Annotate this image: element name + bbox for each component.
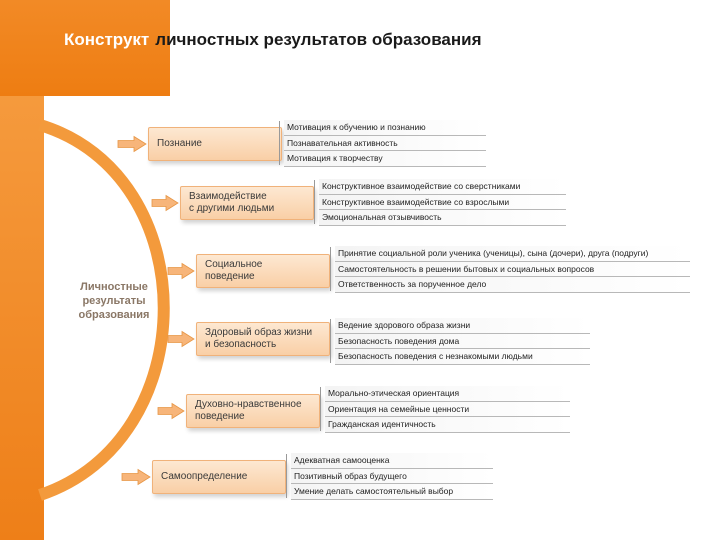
category-box-interaction [180,186,314,220]
connector-arrow [152,196,178,211]
list-item: Ориентация на семейные ценности [325,402,570,418]
category-label: Социальное [205,259,263,270]
category-label: поведение [195,411,245,422]
category-label: Духовно-нравственное [195,399,302,410]
category-box-social-behavior [196,254,330,288]
list-item: Эмоциональная отзывчивость [319,210,566,226]
list-item: Принятие социальной роли ученика (ученицы), сына (дочери), друга (подруги) [335,246,690,262]
items-list-social-behavior [335,246,690,293]
connector-arrow [122,470,150,485]
list-item: Адекватная самооценка [291,453,493,469]
list-item: Ведение здорового образа жизни [335,318,590,334]
list-item: Мотивация к обучению и познанию [284,120,486,136]
connector-arrow [168,264,194,279]
connector-arrow [118,137,146,152]
items-list-self-determination [291,453,493,500]
connector-arrow [158,404,184,419]
list-item: Мотивация к творчеству [284,151,486,167]
category-box-self-determination [152,460,286,494]
connector-arrow [168,332,194,347]
list-item: Ответственность за порученное дело [335,277,690,293]
list-item: Умение делать самостоятельный выбор [291,484,493,500]
category-label: поведение [205,271,255,282]
category-label: Самоопределение [161,471,248,482]
title-rest: личностных результатов образования [155,30,482,49]
category-box-cognition [148,127,282,161]
category-label: с другими людьми [189,203,275,214]
items-list-cognition [284,120,486,167]
title-accent-word: Конструкт [64,30,150,49]
list-item: Конструктивное взаимодействие со взрослыми [319,195,566,211]
category-label: Взаимодействие [189,191,267,202]
list-item: Морально-этическая ориентация [325,386,570,402]
items-list-interaction [319,179,566,226]
center-label-line: Личностные [80,281,148,293]
list-item: Познавательная активность [284,136,486,152]
list-item: Позитивный образ будущего [291,469,493,485]
list-item: Безопасность поведения с незнакомыми людьми [335,349,590,365]
center-label [64,280,164,322]
category-label: Познание [157,138,202,149]
list-item: Конструктивное взаимодействие со сверстниками [319,179,566,195]
list-item: Гражданская идентичность [325,417,570,433]
category-label: и безопасность [205,339,277,350]
category-box-spiritual-moral [186,394,320,428]
list-item: Самостоятельность в решении бытовых и социальных вопросов [335,262,690,278]
items-list-healthy-lifestyle [335,318,590,365]
list-item: Безопасность поведения дома [335,334,590,350]
category-box-healthy-lifestyle [196,322,330,356]
center-label-line: результаты [82,295,146,307]
category-label: Здоровый образ жизни [205,327,313,338]
items-list-spiritual-moral [325,386,570,433]
center-label-line: образования [78,309,150,321]
